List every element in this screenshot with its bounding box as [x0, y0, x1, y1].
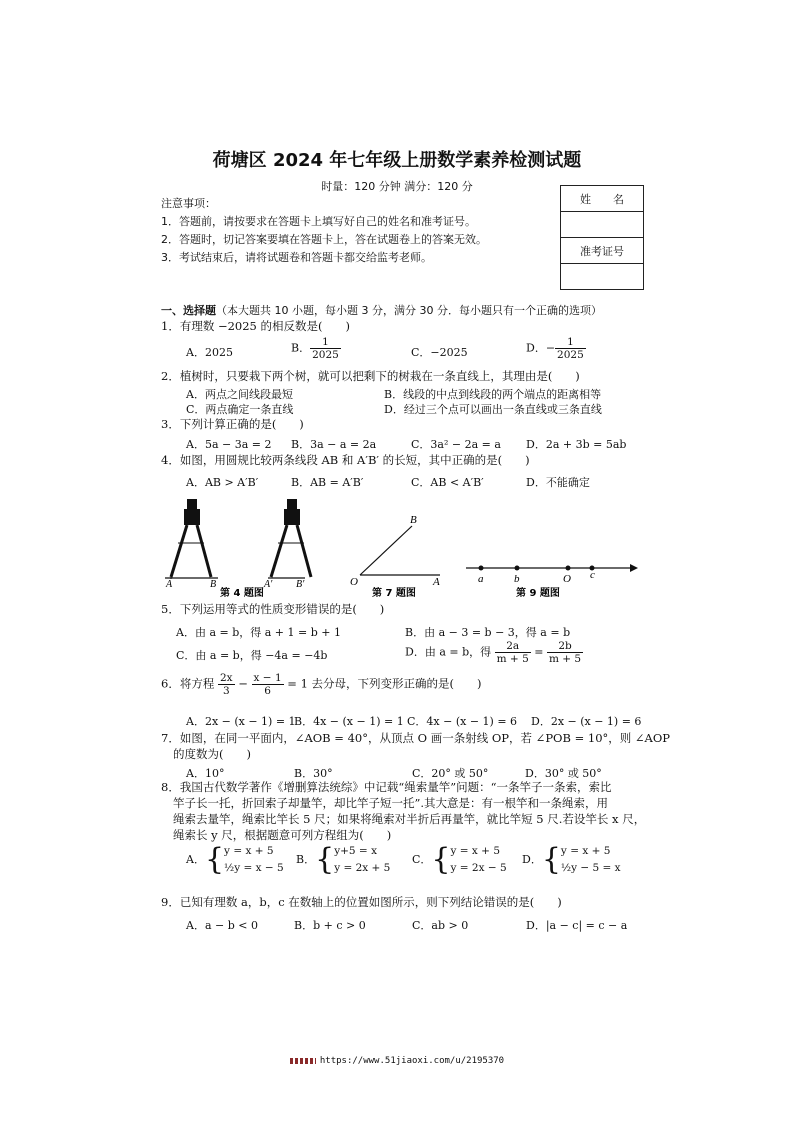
q9-option-b: B．b + c > 0	[294, 919, 366, 932]
pt-c-label: c	[590, 569, 595, 581]
q3-option-a: A．5a − 3a = 2	[186, 438, 272, 451]
q2-option-b: B．线段的中点到线段的两个端点的距离相等	[384, 388, 602, 401]
question-8-line2: 竿子长一托，折回索子却量竿，却比竿子短一托”.其大意是：有一根竿和一条绳索，用	[173, 796, 609, 810]
q9-option-c: C．ab > 0	[412, 919, 469, 932]
q4-option-d: D．不能确定	[526, 476, 590, 489]
question-7-stem-line2: 的度数为( )	[173, 747, 251, 761]
page-title: 荷塘区 2024 年七年级上册数学素养检测试题	[212, 150, 582, 171]
q5-option-c: C．由 a = b，得 −4a = −4b	[176, 649, 328, 662]
compass-figure-1	[165, 499, 218, 579]
q7-option-d: D．30° 或 50°	[525, 767, 602, 780]
q6-option-c: C．4x − (x − 1) = 6	[407, 715, 518, 728]
pt-O-line-label: O	[563, 573, 571, 585]
q6-option-b: B．4x − (x − 1) = 1	[294, 715, 404, 728]
question-3-stem: 3．下列计算正确的是( )	[161, 417, 304, 431]
exam-time-score: 时量：120 分钟 满分：120 分	[321, 180, 473, 193]
q8-option-a: A．{y = x + 5 ½y = x − 5	[186, 842, 284, 877]
section-desc: （本大题共 10 小题，每小题 3 分，满分 30 分．每小题只有一个正确的选项）	[216, 304, 602, 317]
pt-B-label: B	[210, 579, 217, 590]
footer-url: https://www.51jiaoxi.com/u/2195370	[0, 1056, 794, 1066]
q9-option-d: D．|a − c| = c − a	[526, 919, 628, 932]
q4-option-a: A．AB > A′B′	[186, 476, 259, 489]
ticket-field	[561, 264, 644, 290]
question-8-line4: 绳索长 y 尺，根据题意可列方程组为( )	[173, 828, 392, 842]
fig7-caption: 第 7 题图	[372, 588, 416, 599]
note-item: 1．答题前，请按要求在答题卡上填写好自己的姓名和准考证号。	[161, 215, 476, 228]
q3-option-c: C．3a² − 2a = a	[411, 438, 501, 451]
question-8-line3: 绳索去量竿，绳索比竿长 5 尺；如果将绳索对半折后再量竿，就比竿短 5 尺.若设竿长 x 尺，	[173, 812, 646, 826]
note-item: 2．答题时，切记答案要填在答题卡上，答在试题卷上的答案无效。	[161, 233, 487, 246]
q1-option-c: C．−2025	[411, 346, 468, 359]
student-id-box	[560, 185, 644, 290]
q6-option-d: D．2x − (x − 1) = 6	[531, 715, 642, 728]
question-9-stem: 9．已知有理数 a，b，c 在数轴上的位置如图所示，则下列结论错误的是( )	[161, 895, 562, 909]
question-6-stem: 6．将方程 $\frac{2x}{3}$ − $\frac{x - 1}{6}$ = 1 去分母，下列变形正确的是( )	[161, 672, 482, 697]
compass-figure-2	[268, 499, 311, 578]
ticket-label: 准考证号	[561, 238, 644, 264]
question-2-stem: 2．植树时，只要栽下两个树，就可以把剩下的树栽在一条直线上，其理由是( )	[161, 369, 580, 383]
fig9-caption: 第 9 题图	[516, 588, 560, 599]
q5-option-b: B．由 a − 3 = b − 3，得 a = b	[405, 626, 571, 639]
q2-option-a: A．两点之间线段最短	[186, 388, 293, 401]
q8-option-c: C．{y = x + 5 y = 2x − 5	[412, 842, 507, 877]
q1-option-d: D．− $\frac{1}{2025}$	[526, 336, 584, 361]
pt-B-angle-label: B	[410, 514, 417, 526]
q8-option-d: D．{y = x + 5 ½y − 5 = x	[522, 842, 621, 877]
q7-option-a: A．10°	[186, 767, 225, 780]
pt-A-prime-label: A′	[264, 579, 273, 590]
figures-row	[160, 495, 650, 605]
q7-option-b: B．30°	[294, 767, 333, 780]
q3-option-d: D．2a + 3b = 5ab	[526, 438, 627, 451]
q3-option-b: B．3a − a = 2a	[291, 438, 377, 451]
question-7-stem-line1: 7．如图，在同一平面内，∠AOB = 40°，从顶点 O 画一条射线 OP，若 ∠POB = 10°，则 ∠AOP	[161, 731, 671, 745]
angle-figure	[360, 526, 440, 575]
pt-a-label: a	[478, 573, 484, 585]
pt-A-label: A	[166, 579, 173, 590]
q6-option-a: A．2x − (x − 1) = 1	[186, 715, 296, 728]
q1-option-a: A．2025	[186, 346, 233, 359]
q5-option-d: D．由 a = b，得 $\frac{2a}{m + 5}$ = $\frac{2b}{m + 5}$	[405, 640, 582, 665]
fig4-caption: 第 4 题图	[220, 588, 264, 599]
pt-O-angle-label: O	[350, 576, 358, 588]
q2-option-c: C．两点确定一条直线	[186, 403, 294, 416]
question-5-stem: 5．下列运用等式的性质变形错误的是( )	[161, 602, 385, 616]
question-4-stem: 4．如图，用圆规比较两条线段 AB 和 A′B′ 的长短，其中正确的是( )	[161, 453, 530, 467]
q9-option-a: A．a − b < 0	[186, 919, 258, 932]
q2-option-d: D．经过三个点可以画出一条直线或三条直线	[384, 403, 602, 416]
name-label: 姓 名	[561, 186, 644, 212]
q4-option-c: C．AB < A′B′	[411, 476, 484, 489]
q1-option-b: B． $\frac{1}{2025}$	[291, 336, 339, 361]
notes-heading: 注意事项：	[161, 197, 216, 210]
question-1-stem: 1．有理数 −2025 的相反数是( )	[161, 319, 351, 333]
q7-option-c: C．20° 或 50°	[412, 767, 489, 780]
name-field	[561, 212, 644, 238]
footer-logo-icon	[290, 1058, 316, 1064]
number-line-figure	[466, 564, 638, 572]
q5-option-a: A．由 a = b，得 a + 1 = b + 1	[176, 626, 341, 639]
q8-option-b: B．{y+5 = x y = 2x + 5	[296, 842, 391, 877]
pt-b-label: b	[514, 573, 520, 585]
note-item: 3．考试结束后，请将试题卷和答题卡都交给监考老师。	[161, 251, 432, 264]
q4-option-b: B．AB = A′B′	[291, 476, 364, 489]
pt-B-prime-label: B′	[296, 579, 305, 590]
section-heading	[161, 302, 602, 318]
question-8-line1: 8．我国古代数学著作《增删算法统综》中记载“绳索量竿”问题：“一条竿子一条索，索比	[161, 780, 612, 794]
section-title: 一、选择题	[161, 304, 216, 317]
pt-A-angle-label: A	[433, 576, 440, 588]
